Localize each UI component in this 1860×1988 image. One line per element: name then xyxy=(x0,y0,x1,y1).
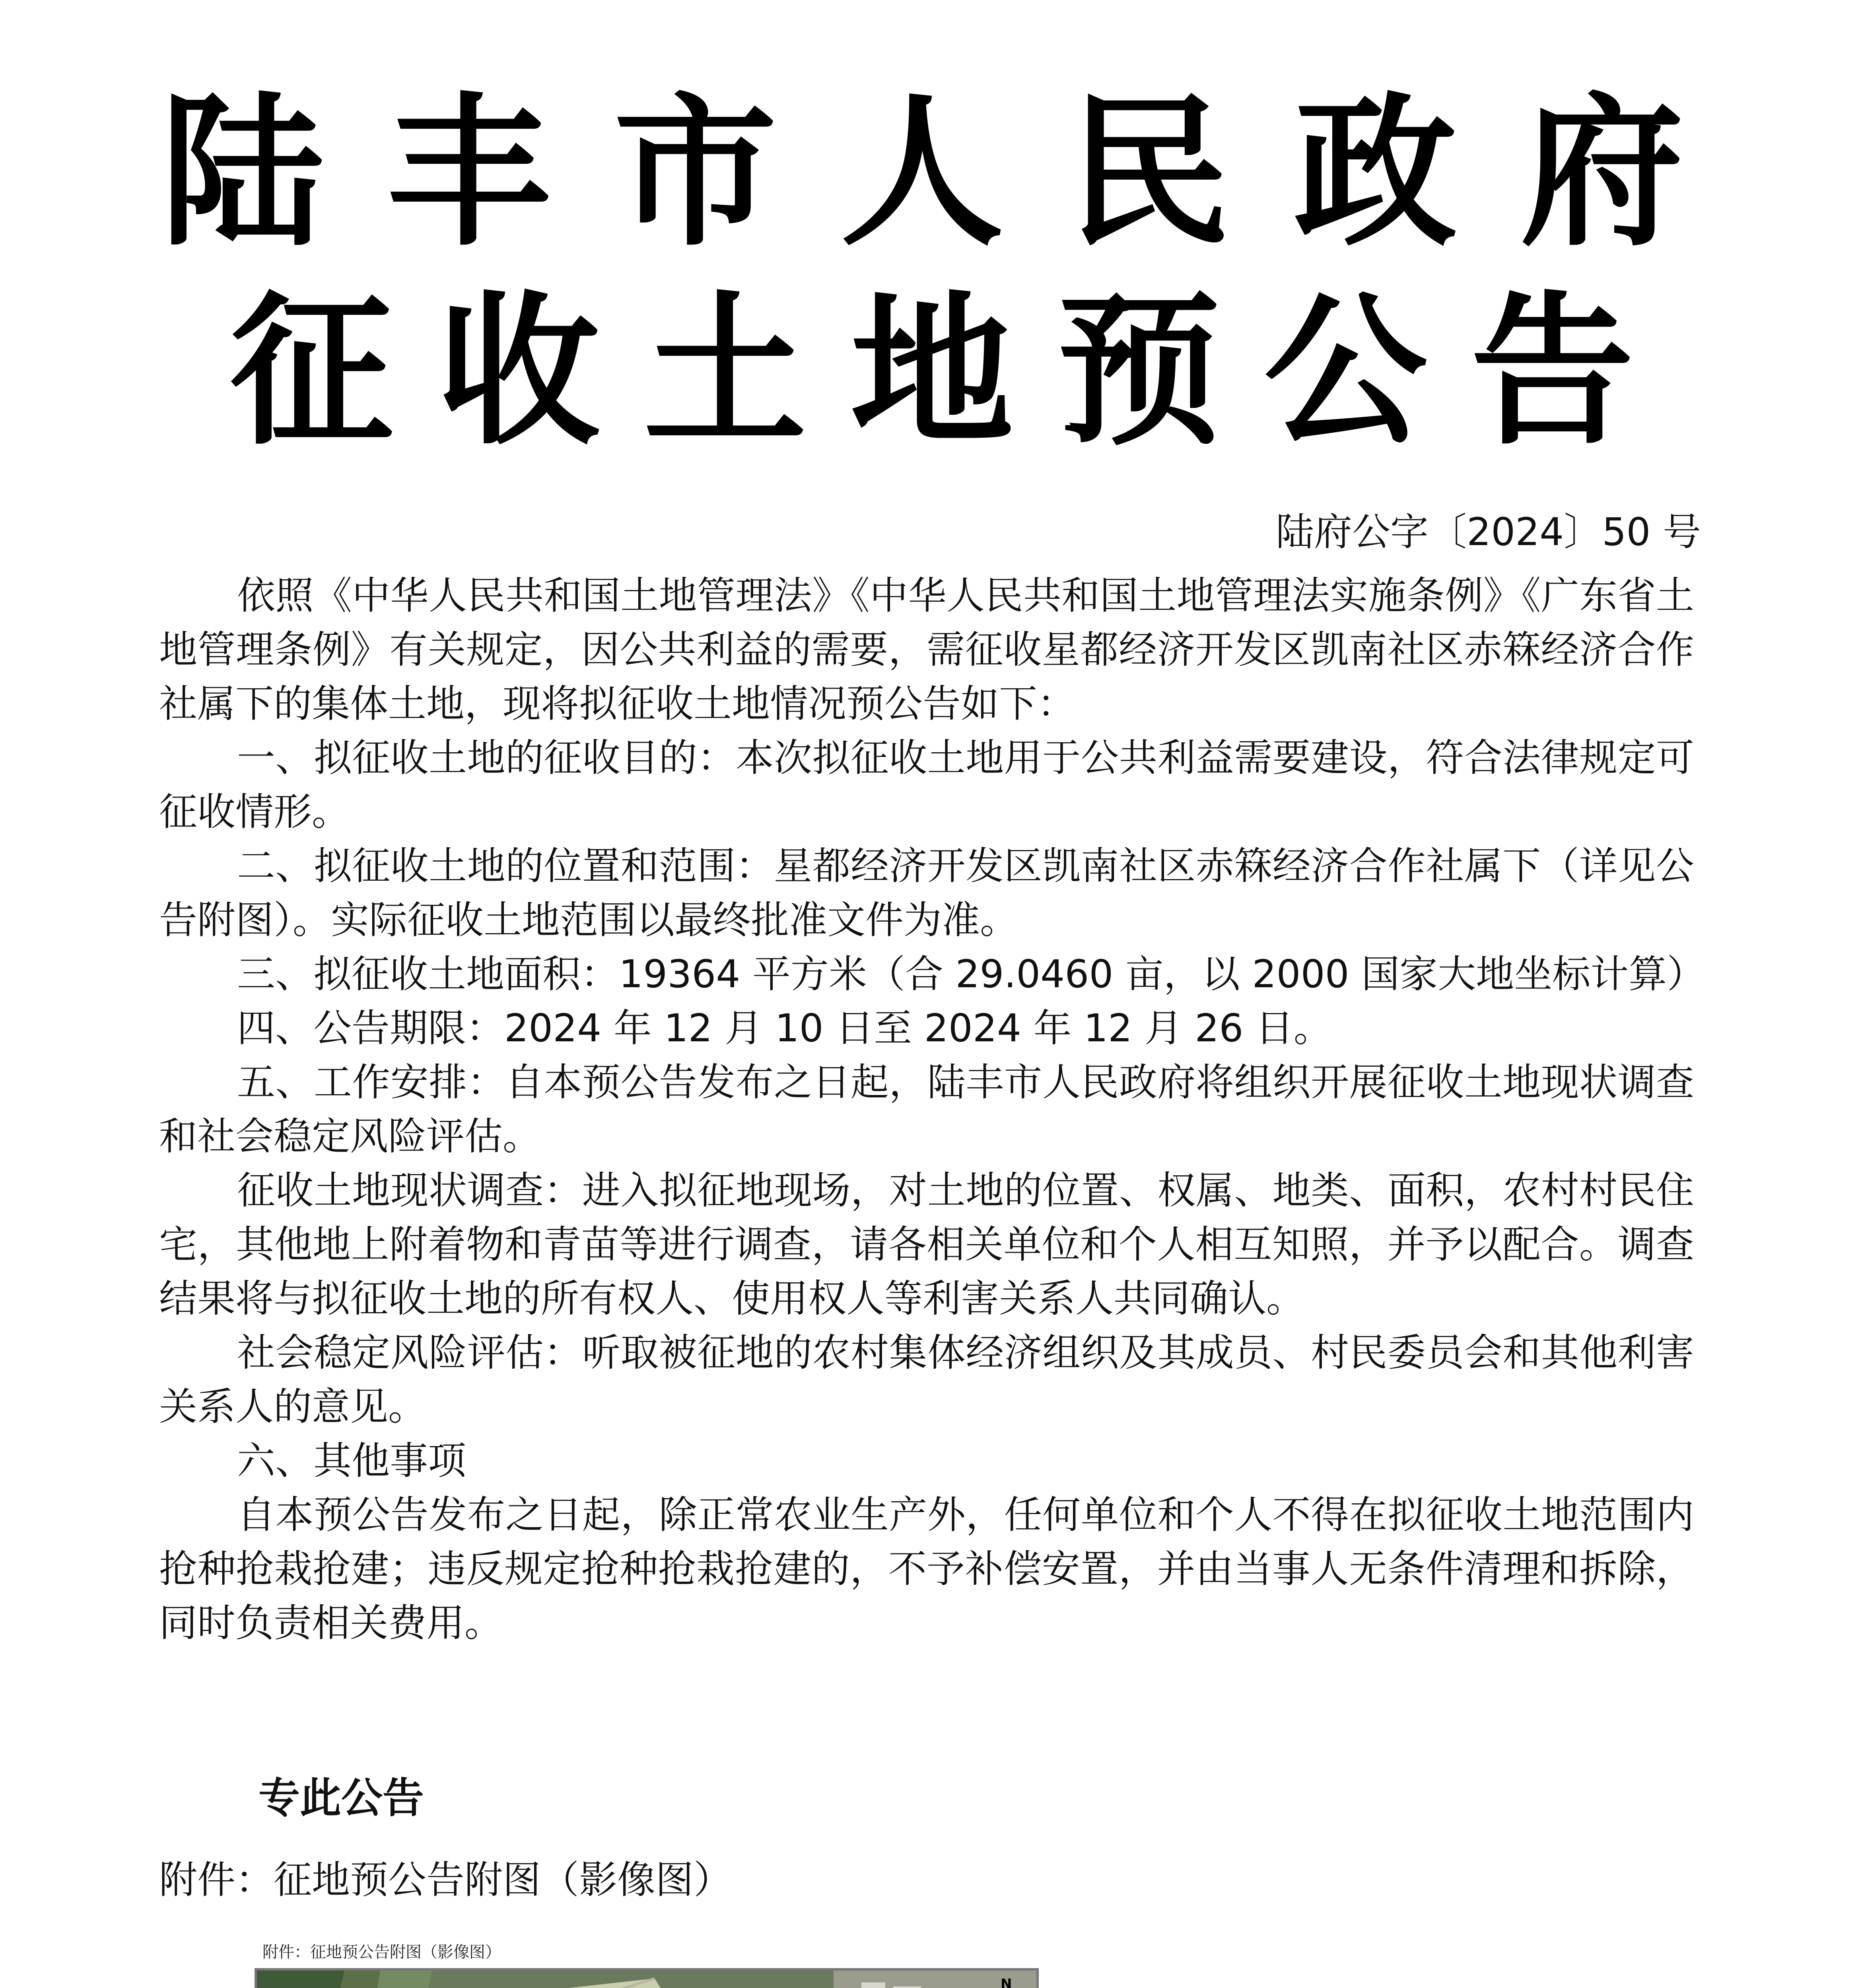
title-line-2: 征收土地预公告 xyxy=(230,277,1678,467)
notice-body xyxy=(159,569,1705,1650)
title-line-1: 陆丰市人民政府 xyxy=(160,78,1747,268)
paragraph-location: 二、拟征收土地的位置和范围：星都经济开发区凯南社区赤箖经济合作社属下（详见公告附图）。实际征收土地范围以最终批准文件为准。 xyxy=(159,844,1694,942)
paragraph-period: 四、公告期限：2024 年 12 月 10 日至 2024 年 12 月 26 日。 xyxy=(237,1006,1332,1050)
paragraph-arrangement: 五、工作安排：自本预公告发布之日起，陆丰市人民政府将组织开展征收土地现状调查和社会稳定风险评估。 xyxy=(159,1060,1694,1159)
attachment-label: 附件：征地预公告附图（影像图） xyxy=(159,1858,732,1902)
closing-text: 专此公告 xyxy=(258,1773,424,1822)
paragraph-other-heading: 六、其他事项 xyxy=(237,1439,466,1483)
document-number: 陆府公字〔2024〕50 号 xyxy=(1276,510,1701,554)
paragraph-survey: 征收土地现状调查：进入拟征地现场，对土地的位置、权属、地类、面积，农村村民住宅，其他地上附着物和青苗等进行调查，请各相关单位和个人相互知照，并予以配合。调查结果将与拟征收土地的所有权人、使用权人等利害关系人共同确认。 xyxy=(159,1168,1694,1321)
paragraph-area: 三、拟征收土地面积：19364 平方米（合 29.0460 亩，以 2000 国家大地坐标计算） xyxy=(237,952,1705,996)
map-caption: 附件：征地预公告附图（影像图） xyxy=(262,1943,501,1961)
paragraph-intro: 依照《中华人民共和国土地管理法》《中华人民共和国土地管理法实施条例》《广东省土地管理条例》有关规定，因公共利益的需要，需征收星都经济开发区凯南社区赤箖经济合作社属下的集体土地，现将拟征收土地情况预公告如下： xyxy=(159,573,1694,726)
north-arrow-label: N xyxy=(1001,1976,1012,1988)
satellite-image xyxy=(255,1968,1039,1988)
attachment-map xyxy=(255,1944,1050,1988)
paragraph-purpose: 一、拟征收土地的征收目的：本次拟征收土地用于公共利益需要建设，符合法律规定可征收情形。 xyxy=(159,736,1694,834)
paragraph-other: 自本预公告发布之日起，除正常农业生产外，任何单位和个人不得在拟征收土地范围内抢种抢栽抢建；违反规定抢种抢栽抢建的，不予补偿安置，并由当事人无条件清理和拆除，同时负责相关费用。 xyxy=(159,1493,1694,1645)
paragraph-risk: 社会稳定风险评估：听取被征地的农村集体经济组织及其成员、村民委员会和其他利害关系人的意见。 xyxy=(159,1330,1694,1429)
